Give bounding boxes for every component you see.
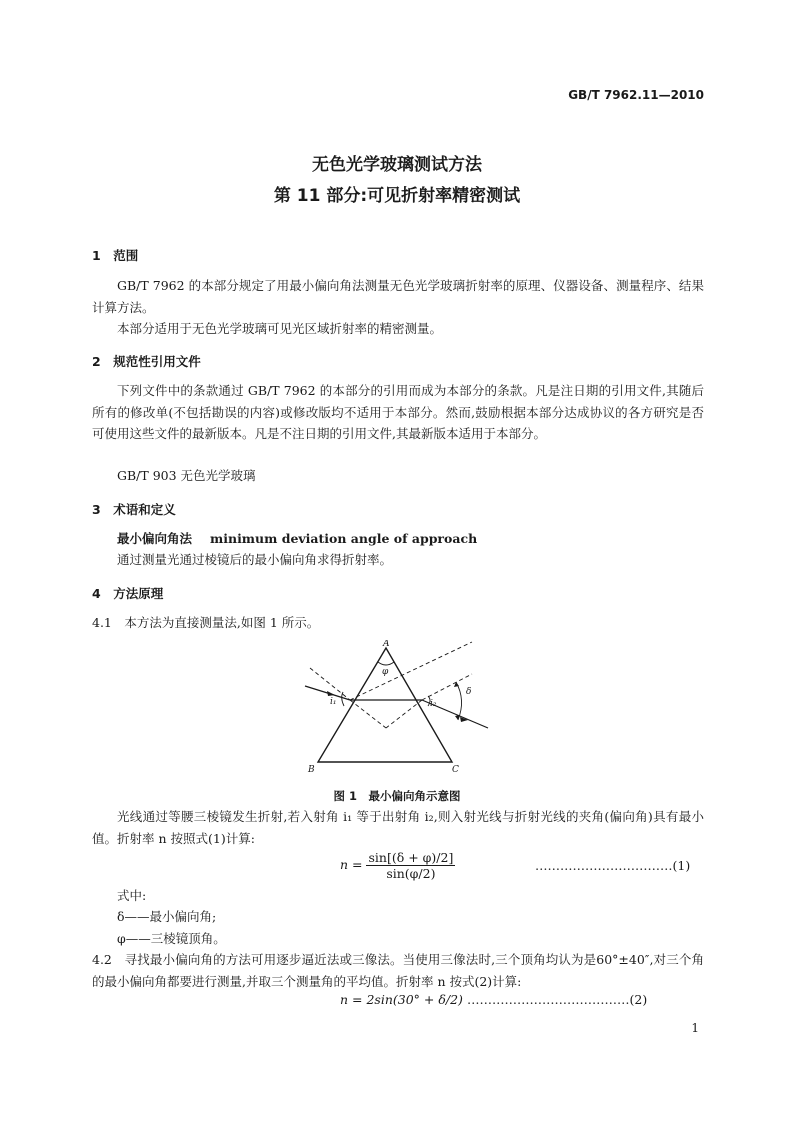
label-i2: i₂: [430, 699, 437, 709]
label-C: C: [452, 765, 459, 775]
i1-arc: [342, 692, 344, 706]
formula-2: n = 2sin(30° + δ/2): [340, 992, 463, 1007]
phi-arc: [378, 662, 394, 665]
where-delta: δ——最小偏向角;: [117, 909, 217, 924]
formula-2-leader: …………………………………(2): [467, 992, 648, 1007]
section-2-paragraph-2: GB/T 903 无色光学玻璃: [117, 468, 256, 483]
section-1-paragraph-1: GB/T 7962 的本部分规定了用最小偏向角法测量无色光学玻璃折射率的原理、仪器设备、测量程序、结果计算方法。: [92, 278, 704, 315]
clause-4-2: 4.2 寻找最小偏向角的方法可用逐步逼近法或三像法。当使用三像法时,三个顶角均认为是60°±40″,对三个角的最小偏向角都要进行测量,并取三个测量角的平均值。折射率 n 按式(2)计算:: [92, 952, 704, 989]
document-title: 无色光学玻璃测试方法: [312, 155, 482, 175]
prism-diagram: [300, 640, 500, 780]
section-2-heading: 2 规范性引用文件: [92, 354, 201, 369]
term-chinese: 最小偏向角法: [117, 531, 193, 546]
paragraph-after-figure: 光线通过等腰三棱镜发生折射,若入射角 i₁ 等于出射角 i₂,则入射光线与折射光线的夹角(偏向角)具有最小值。折射率 n 按照式(1)计算:: [92, 809, 704, 846]
term-english: minimum deviation angle of approach: [210, 531, 478, 546]
section-4-heading: 4 方法原理: [92, 586, 164, 601]
label-i1: i₁: [330, 697, 337, 707]
section-1-paragraph-2: 本部分适用于无色光学玻璃可见光区域折射率的精密测量。: [117, 321, 443, 336]
label-delta: δ: [466, 687, 472, 697]
formula-1-number: (1): [672, 858, 691, 873]
formula-2-number: (2): [629, 992, 648, 1007]
label-A: A: [383, 640, 390, 649]
formula-1-denominator: sin(φ/2): [386, 866, 436, 881]
label-B: B: [308, 765, 315, 775]
formula-1: [340, 850, 455, 881]
page-number: 1: [691, 1021, 699, 1035]
formula-1-lhs: n =: [340, 857, 363, 872]
term-entry: [92, 528, 704, 550]
section-3-heading: 3 术语和定义: [92, 502, 176, 517]
inner-normal-left: [350, 700, 386, 728]
normal-right: [422, 674, 472, 700]
label-phi: φ: [382, 667, 389, 677]
clause-4-1: 4.1 本方法为直接测量法,如图 1 所示。: [92, 615, 320, 630]
where-phi: φ——三棱镜顶角。: [117, 931, 226, 946]
where-label: 式中:: [117, 888, 147, 903]
figure-caption: 图 1 最小偏向角示意图: [333, 789, 461, 803]
standard-code: GB/T 7962.11—2010: [568, 88, 704, 102]
section-2-paragraph-1: 下列文件中的条款通过 GB/T 7962 的本部分的引用而成为本部分的条款。凡是注日期的引用文件,其随后所有的修改单(不包括勘误的内容)或修改版均不适用于本部分。然而,鼓励根据本部分达成协议的各方研究是否可使用这些文件的最新版本。凡是不注日期的引用文件,其最新版本适用于本部分。: [92, 383, 704, 441]
inner-normal-right: [386, 700, 422, 728]
section-1-heading: 1 范围: [92, 248, 139, 263]
document-subtitle: 第 11 部分:可见折射率精密测试: [273, 186, 521, 206]
formula-1-leader: ……………………………(1): [535, 858, 691, 873]
term-definition: 通过测量光通过棱镜后的最小偏向角求得折射率。: [117, 552, 393, 567]
formula-1-numerator: sin[(δ + φ)/2]: [368, 850, 454, 865]
